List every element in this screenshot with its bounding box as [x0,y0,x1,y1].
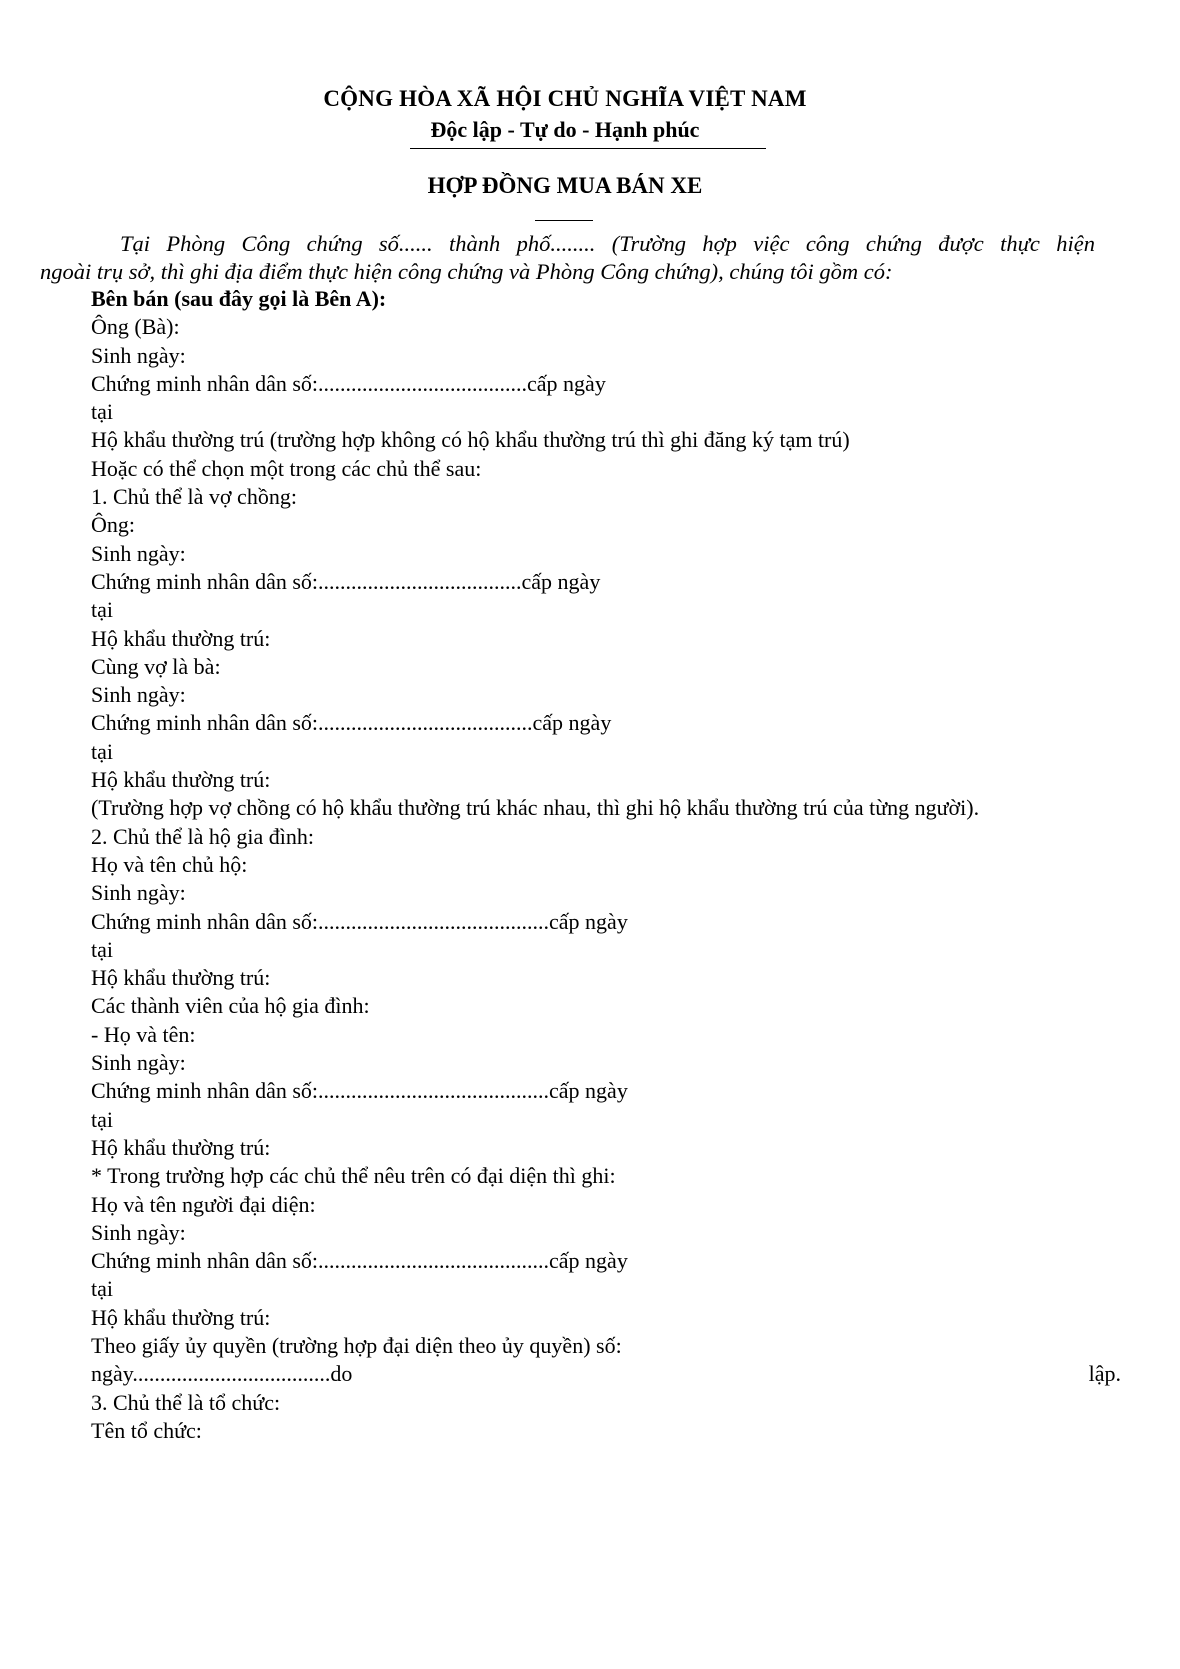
form-line: Theo giấy ủy quyền (trường hợp đại diện theo ủy quyền) số: [91,1332,622,1358]
country-name-heading: CỘNG HÒA XÃ HỘI CHỦ NGHĨA VIỆT NAM [323,86,807,111]
intro-word: phố........ [516,231,596,256]
form-line: 2. Chủ thể là hộ gia đình: [91,823,315,849]
form-line: Chứng minh nhân dân số:..........................................cấp ngày [91,1248,628,1274]
form-line: Tên tổ chức: [91,1417,202,1443]
form-line: Sinh ngày: [91,880,186,906]
form-line: Hộ khẩu thường trú: [91,1304,271,1330]
form-line: Các thành viên của hộ gia đình: [91,993,370,1019]
intro-word: thành [449,231,501,256]
form-line: Chứng minh nhân dân số:.......................................cấp ngày [91,710,612,736]
form-line: tại [91,1276,113,1302]
contract-body [91,285,1121,1445]
form-line: Sinh ngày: [91,540,186,566]
form-line: Họ và tên chủ hộ: [91,851,248,877]
intro-word: việc [753,231,790,256]
form-line: tại [91,399,113,425]
form-line [91,1360,1121,1388]
intro-word: số...... [378,231,433,256]
form-line: 1. Chủ thể là vợ chồng: [91,484,297,510]
form-line: Sinh ngày: [91,1050,186,1076]
motto-heading: Độc lập - Tự do - Hạnh phúc [430,117,700,142]
intro-line-1 [120,231,1095,257]
title-underline [535,220,593,221]
form-line: tại [91,1106,113,1132]
form-line: Hoặc có thể chọn một trong các chủ thể sau: [91,455,482,481]
intro-word: hợp [702,231,737,256]
form-line: tại [91,936,113,962]
form-line: Sinh ngày: [91,1219,186,1245]
form-line: Cùng vợ là bà: [91,653,221,679]
form-line: Chứng minh nhân dân số:.....................................cấp ngày [91,568,601,594]
form-line: Hộ khẩu thường trú: [91,767,271,793]
form-line: tại [91,597,113,623]
form-line-left: ngày....................................do [91,1361,353,1387]
intro-line-2: ngoài trụ sở, thì ghi địa điểm thực hiện công chứng và Phòng Công chứng), chúng tôi gồm có: [40,259,893,284]
form-line: (Trường hợp vợ chồng có hộ khẩu thường trú khác nhau, thì ghi hộ khẩu thường trú của từng người). [91,795,980,821]
form-line: Chứng minh nhân dân số:..........................................cấp ngày [91,1078,628,1104]
intro-word: Công [241,231,291,256]
form-line: - Họ và tên: [91,1021,196,1047]
form-line: Hộ khẩu thường trú: [91,1134,271,1160]
form-line: Chứng minh nhân dân số:......................................cấp ngày [91,370,606,396]
form-line: Hộ khẩu thường trú (trường hợp không có hộ khẩu thường trú thì ghi đăng ký tạm trú) [91,427,850,453]
intro-word: công [805,231,850,256]
intro-word: Tại [120,231,151,256]
form-line: 3. Chủ thể là tổ chức: [91,1389,281,1415]
form-line: Chứng minh nhân dân số:..........................................cấp ngày [91,908,628,934]
form-line: * Trong trường hợp các chủ thể nêu trên có đại diện thì ghi: [91,1163,616,1189]
form-line: Ông: [91,512,135,538]
seller-heading: Bên bán (sau đây gọi là Bên A): [91,286,387,311]
form-line: Hộ khẩu thường trú: [91,625,271,651]
contract-title: HỢP ĐỒNG MUA BÁN XE [427,173,703,198]
form-line: Sinh ngày: [91,342,186,368]
form-line: Sinh ngày: [91,682,186,708]
form-line: Họ và tên người đại diện: [91,1191,316,1217]
intro-word: hiện [1056,231,1095,256]
intro-word: Phòng [166,231,226,256]
intro-word: chứng [865,231,922,256]
intro-word: chứng [306,231,363,256]
form-line-right: lập. [1088,1361,1121,1387]
form-line: Hộ khẩu thường trú: [91,965,271,991]
intro-word: thực [1000,231,1040,256]
intro-word: được [938,231,984,256]
form-line: tại [91,738,113,764]
motto-underline [410,148,766,149]
form-line: Ông (Bà): [91,314,180,340]
intro-word: (Trường [611,231,687,256]
